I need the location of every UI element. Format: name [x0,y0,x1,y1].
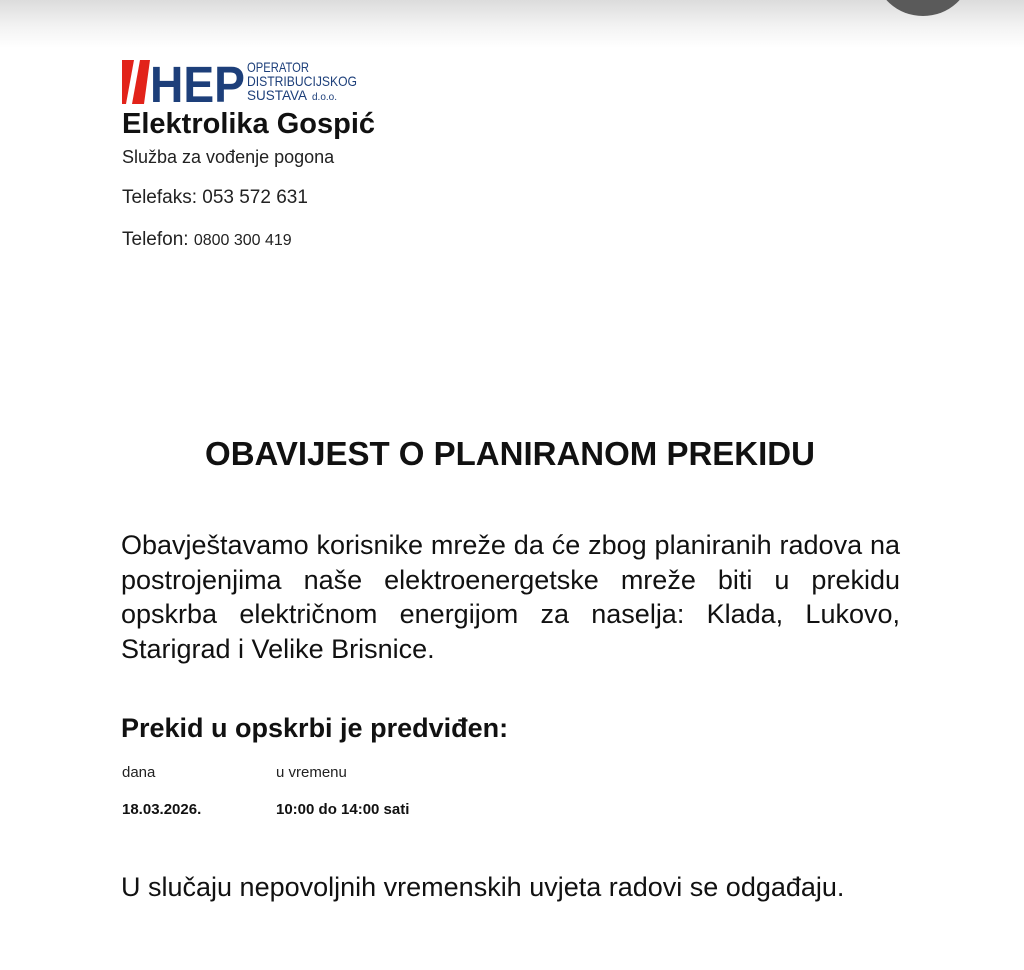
time-label: u vremenu [276,764,347,781]
weather-note: U slučaju nepovoljnih vremenskih uvjeta radovi se odgađaju. [121,872,845,902]
service-name: Služba za vođenje pogona [122,147,335,167]
top-shade [0,0,1024,48]
logo-suffix: d.o.o. [312,92,338,103]
phone-line [122,229,292,251]
date-value: 18.03.2026. [122,801,202,818]
fax-label: Telefaks: [122,187,197,208]
fax-line [122,187,308,209]
logo-line-2: DISTRIBUCIJSKOG [247,73,357,89]
notice-title: OBAVIJEST O PLANIRANOM PREKIDU [205,435,815,472]
phone-label: Telefon: [122,229,189,250]
hep-logo [122,58,372,106]
phone-number: 0800 300 419 [193,232,292,249]
fax-number: 053 572 631 [202,187,308,208]
time-value: 10:00 do 14:00 sati [276,801,410,818]
org-name: Elektrolika Gospić [122,108,376,140]
date-label: dana [122,764,156,781]
logo-line-3: SUSTAVA [247,87,308,103]
notice-body: Obavještavamo korisnike mreže da će zbog planiranih radova na postrojenjima naše elektroenergetske mreže biti u prekidu opskrba električnom energijom za naselja: Klada, Lukovo, Starigrad i Velike Brisnice. [121,530,900,664]
schedule-heading: Prekid u opskrbi je predviđen: [121,713,509,743]
logo-brand-text: HEP [150,58,245,106]
hep-logo-graphic [122,58,372,106]
logo-line-1: OPERATOR [247,59,309,75]
